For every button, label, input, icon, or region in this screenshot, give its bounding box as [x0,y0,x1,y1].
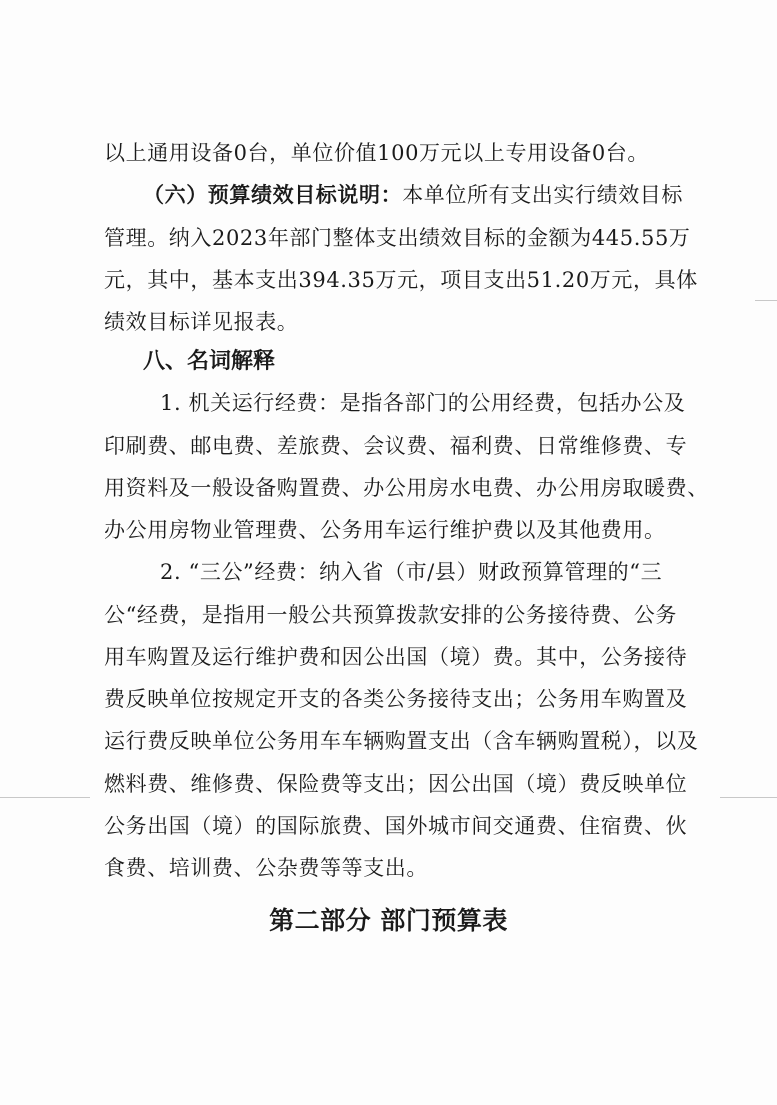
definition-2-line-5: 运行费反映单位公务用车车辆购置支出（含车辆购置税），以及 [104,729,699,753]
definition-2-line-1: 2. “三公”经费：纳入省（市/县）财政预算管理的“三 [160,560,663,584]
definition-2-line-8: 食费、培训费、公杂费等等支出。 [104,856,428,880]
definition-1-line-4: 办公用房物业管理费、公务用车运行维护费以及其他费用。 [104,518,666,542]
scan-artifact [0,797,90,798]
definition-1-line-3: 用资料及一般设备购置费、办公用房水电费、办公用房取暖费、 [104,476,709,500]
section-6-line-1 [143,180,703,210]
section-6-text: 本单位所有支出实行绩效目标 [402,183,684,207]
section-6-line-2: 管理。纳入2023年部门整体支出绩效目标的金额为445.55万 [104,226,691,250]
scan-artifact [755,300,777,301]
definition-1-line-2: 印刷费、邮电费、差旅费、会议费、福利费、日常维修费、专 [104,434,688,458]
definition-2-line-7: 公务出国（境）的国际旅费、国外城市间交通费、住宿费、伙 [104,814,688,838]
definition-2-line-3: 用车购置及运行维护费和因公出国（境）费。其中，公务接待 [104,645,688,669]
section-6-line-3: 元，其中，基本支出394.35万元，项目支出51.20万元，具体 [104,268,698,292]
text-line: 以上通用设备0台，单位价值100万元以上专用设备0台。 [104,141,650,165]
definition-2-line-6: 燃料费、维修费、保险费等支出；因公出国（境）费反映单位 [104,772,688,796]
section-6-line-4: 绩效目标详见报表。 [104,310,299,334]
definition-2-line-2: 公“经费，是指用一般公共预算拨款安排的公务接待费、公务 [104,603,677,627]
part-2-title: 第二部分 部门预算表 [269,906,508,935]
definition-1-line-1: 1. 机关运行经费：是指各部门的公用经费，包括办公及 [160,391,686,415]
section-6-label: （六）预算绩效目标说明： [143,182,403,207]
section-8-heading: 八、名词解释 [143,348,276,374]
definition-2-line-4: 费反映单位按规定开支的各类公务接待支出；公务用车购置及 [104,687,688,711]
scan-artifact [720,797,777,798]
